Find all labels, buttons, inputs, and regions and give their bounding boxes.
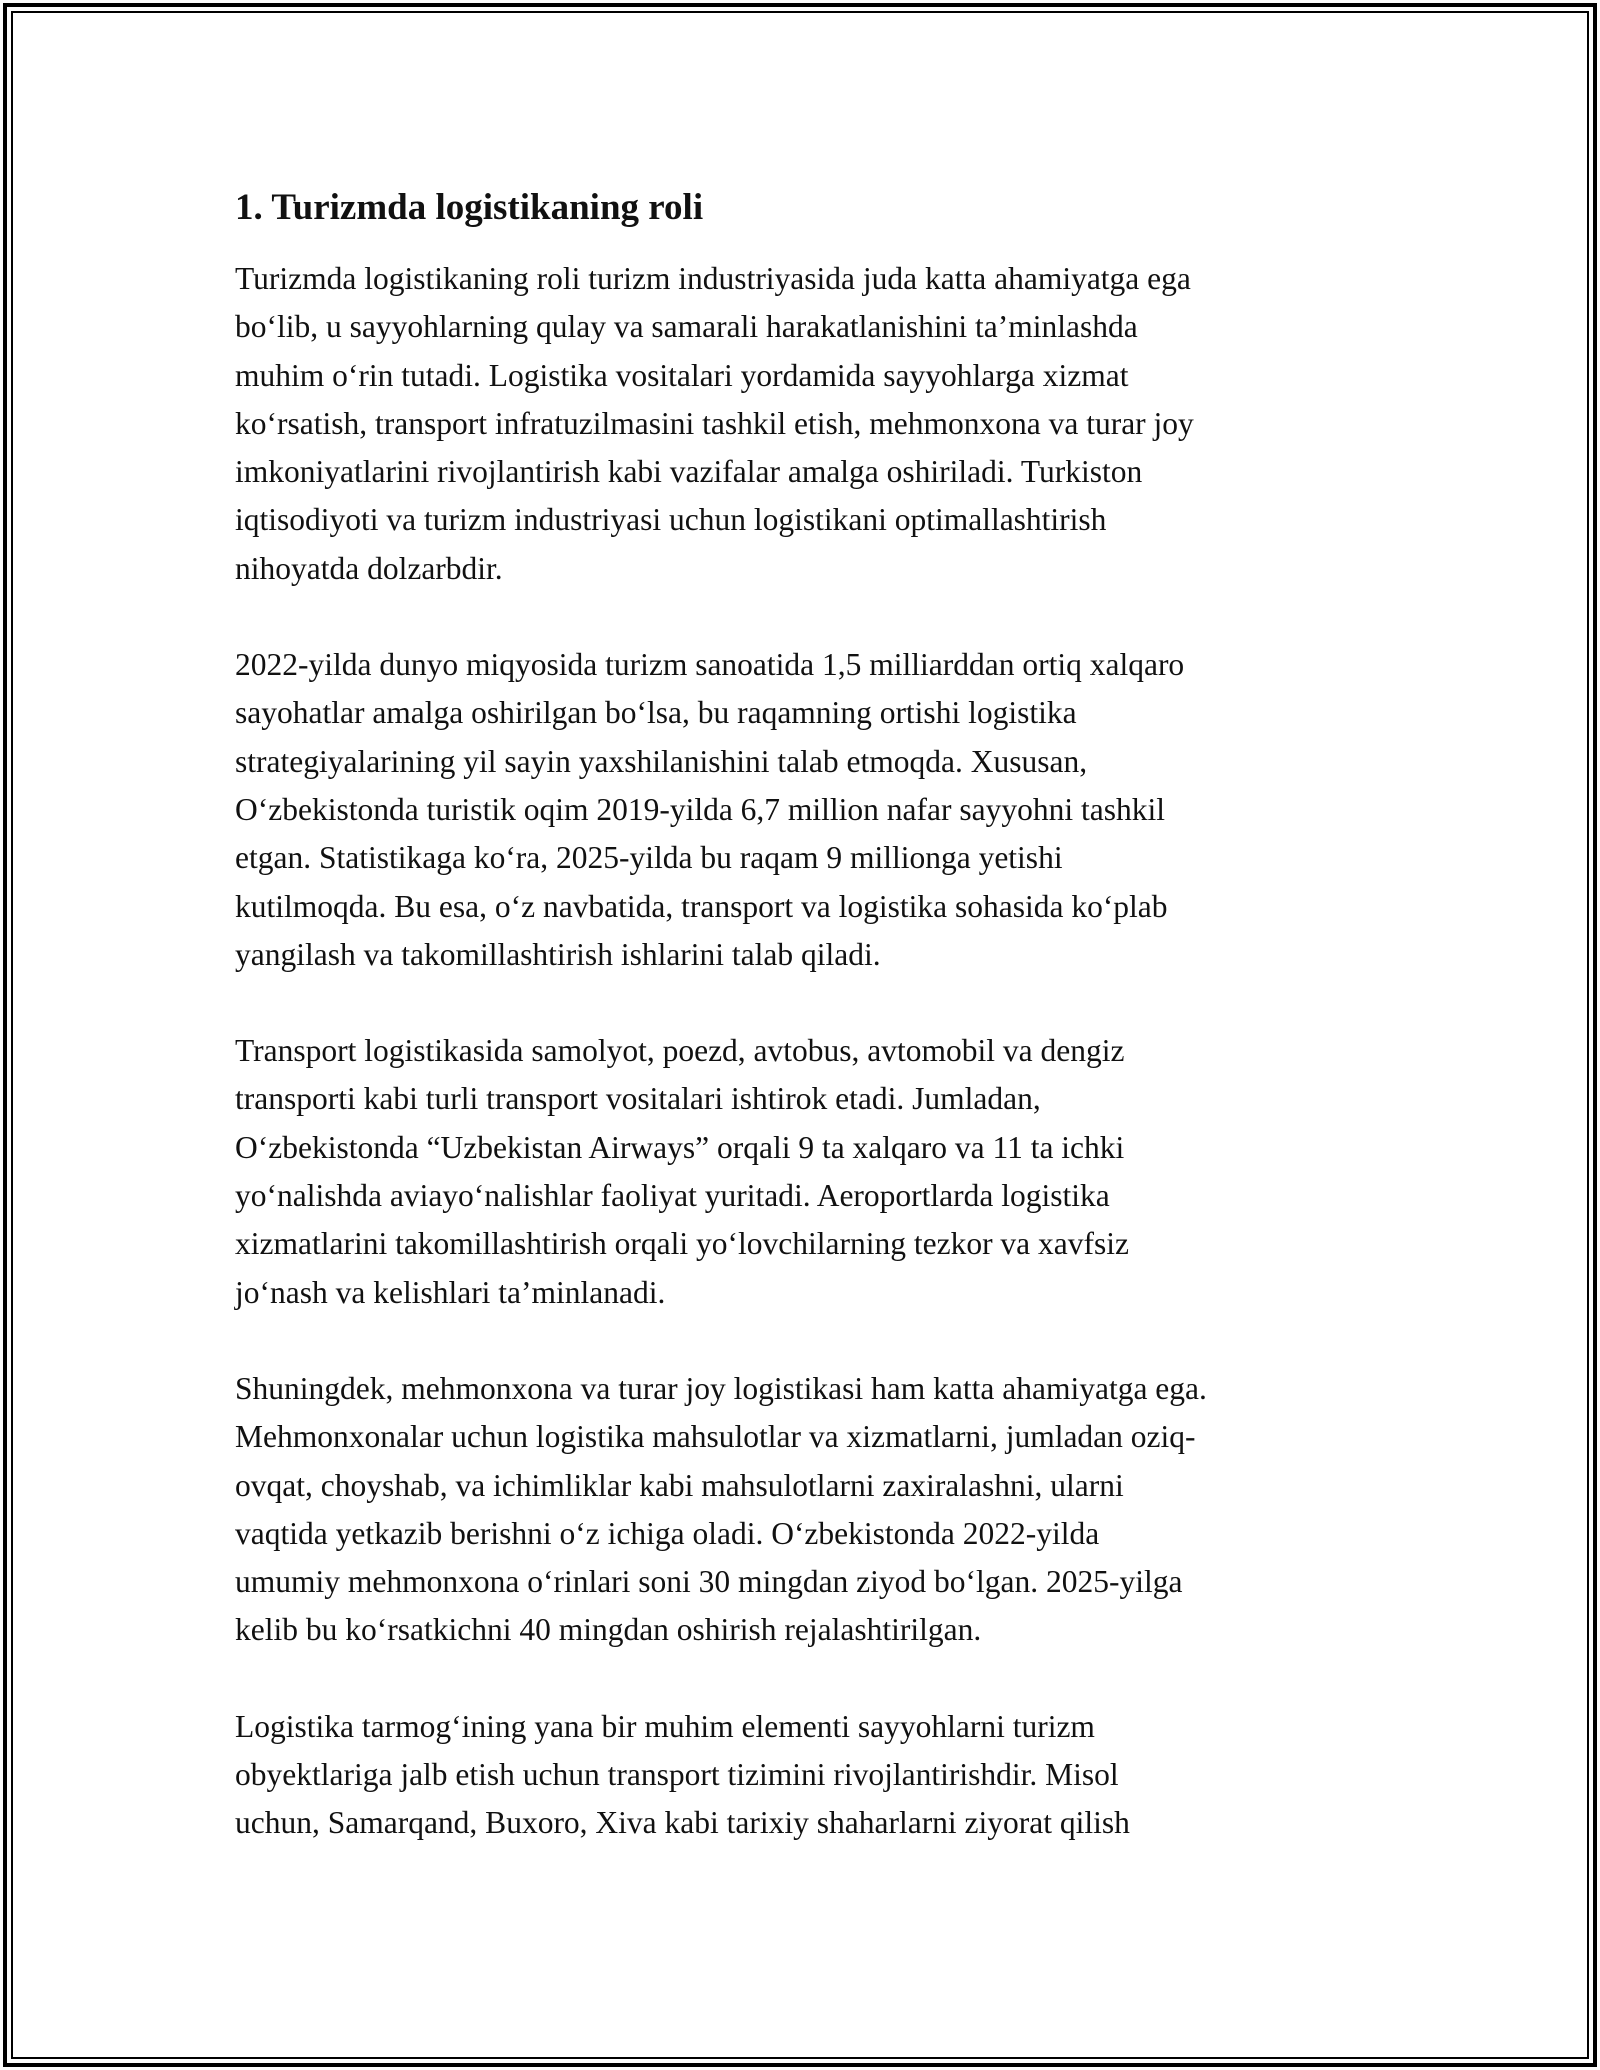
text-line: Logistika tarmog‘ining yana bir muhim elementi sayyohlarni turizm xyxy=(235,1708,1095,1744)
paragraph-5 xyxy=(235,1703,1375,1848)
text-line: O‘zbekistonda “Uzbekistan Airways” orqali 9 ta xalqaro va 11 ta ichki xyxy=(235,1129,1125,1165)
text-line: kelib bu ko‘rsatkichni 40 mingdan oshirish rejalashtirilgan. xyxy=(235,1612,982,1648)
text-line: Turizmda logistikaning roli turizm industriyasida juda katta ahamiyatga ega xyxy=(235,261,1191,296)
text-line: umumiy mehmonxona o‘rinlari soni 30 mingdan ziyod bo‘lgan. 2025-yilga xyxy=(235,1564,1183,1600)
text-line: kutilmoqda. Bu esa, o‘z navbatida, transport va logistika sohasida ko‘plab xyxy=(235,888,1168,924)
text-line: nihoyatda dolzarbdir. xyxy=(235,550,503,586)
text-line: transporti kabi turli transport vositalari ishtirok etadi. Jumladan, xyxy=(235,1081,1041,1117)
text-line: 2022-yilda dunyo miqyosida turizm sanoatida 1,5 milliarddan ortiq xalqaro xyxy=(235,647,1185,683)
section-heading: 1. Turizmda logistikaning roli xyxy=(235,187,704,228)
paragraph-1 xyxy=(235,255,1375,593)
text-line: iqtisodiyoti va turizm industriyasi uchun logistikani optimallashtirish xyxy=(235,502,1107,538)
text-line: etgan. Statistikaga ko‘ra, 2025-yilda bu raqam 9 millionga yetishi xyxy=(235,840,1063,876)
text-line: yo‘nalishda aviayo‘nalishlar faoliyat yuritadi. Aeroportlarda logistika xyxy=(235,1178,1110,1214)
text-line: Mehmonxonalar uchun logistika mahsulotlar va xizmatlarni, jumladan oziq- xyxy=(235,1419,1196,1455)
paragraph-3 xyxy=(235,1027,1375,1317)
text-line: xizmatlarini takomillashtirish orqali yo‘lovchilarning tezkor va xavfsiz xyxy=(235,1226,1129,1262)
text-line: ovqat, choyshab, va ichimliklar kabi mahsulotlarni zaxiralashni, ularni xyxy=(235,1467,1124,1503)
text-line: sayohatlar amalga oshirilgan bo‘lsa, bu raqamning ortishi logistika xyxy=(235,695,1077,731)
text-line: imkoniyatlarini rivojlantirish kabi vazifalar amalga oshiriladi. Turkiston xyxy=(235,454,1143,490)
text-line: O‘zbekistonda turistik oqim 2019-yilda 6,7 million nafar sayyohni tashkil xyxy=(235,791,1165,827)
paragraph-4 xyxy=(235,1365,1375,1655)
text-line: yangilash va takomillashtirish ishlarini talab qiladi. xyxy=(235,936,881,972)
document-content xyxy=(235,184,1375,1896)
text-line: muhim o‘rin tutadi. Logistika vositalari yordamida sayyohlarga xizmat xyxy=(235,357,1129,393)
text-line: ko‘rsatish, transport infratuzilmasini tashkil etish, mehmonxona va turar joy xyxy=(235,405,1194,441)
text-line: Transport logistikasida samolyot, poezd, avtobus, avtomobil va dengiz xyxy=(235,1033,1125,1069)
text-line: obyektlariga jalb etish uchun transport tizimini rivojlantirishdir. Misol xyxy=(235,1757,1119,1793)
text-line: bo‘lib, u sayyohlarning qulay va samarali harakatlanishini ta’minlashda xyxy=(235,309,1138,345)
text-line: strategiyalarining yil sayin yaxshilanishini talab etmoqda. Xususan, xyxy=(235,743,1088,779)
text-line: uchun, Samarqand, Buxoro, Xiva kabi tarixiy shaharlarni ziyorat qilish xyxy=(235,1805,1130,1841)
text-line: Shuningdek, mehmonxona va turar joy logistikasi ham katta ahamiyatga ega. xyxy=(235,1370,1207,1406)
text-line: jo‘nash va kelishlari ta’minlanadi. xyxy=(235,1274,666,1310)
text-line: vaqtida yetkazib berishni o‘z ichiga oladi. O‘zbekistonda 2022-yilda xyxy=(235,1515,1100,1551)
paragraph-2 xyxy=(235,641,1375,979)
